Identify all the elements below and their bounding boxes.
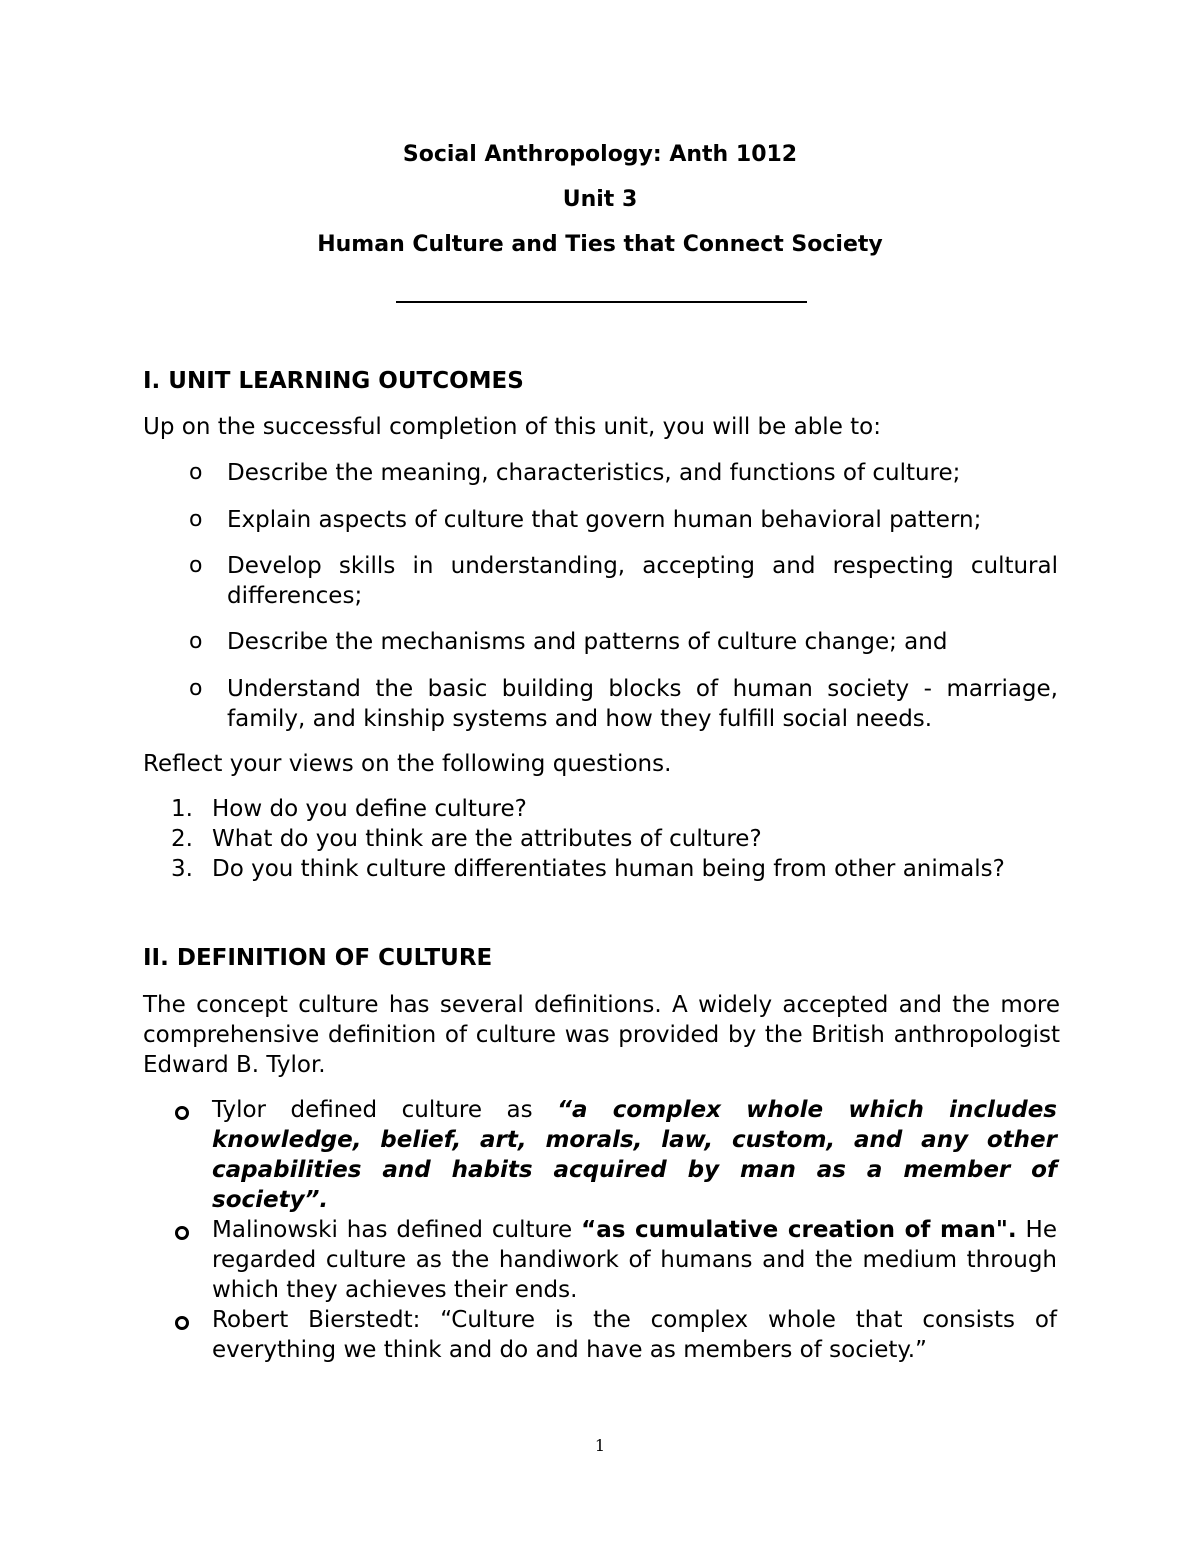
- tylor-definition: [212, 1095, 1057, 1215]
- circle-bullet-icon: [172, 1313, 192, 1333]
- question-number: 2.: [171, 826, 193, 852]
- unit-label: Unit 3: [562, 187, 638, 212]
- question-item: Do you think culture differentiates human being from other animals?: [212, 856, 1005, 882]
- circle-bullet-icon: [172, 1103, 192, 1123]
- outcome-bullet: o: [189, 507, 203, 532]
- outcome-item: Explain aspects of culture that govern human behavioral pattern;: [227, 507, 982, 533]
- outcome-item: Develop skills in understanding, accepting and respecting cultural differences;: [227, 553, 1058, 609]
- malinowski-quote: “as cumulative creation of man".: [581, 1217, 1017, 1243]
- outcome-item: Describe the mechanisms and patterns of culture change; and: [227, 629, 948, 655]
- section2-heading: II. DEFINITION OF CULTURE: [143, 945, 493, 971]
- tylor-prefix: Tylor defined culture as: [212, 1097, 558, 1123]
- tylor-quote: “a complex whole which includes knowledge, belief, art, morals, law, custom, and any other capabilities and habits acquired by man as a member of society”.: [212, 1097, 1057, 1213]
- page-title: Human Culture and Ties that Connect Society: [317, 232, 883, 257]
- malinowski-rest: He regarded culture as the handiwork of humans and the medium through which they achieves their ends.: [212, 1217, 1057, 1303]
- bierstedt-definition: Robert Bierstedt: “Culture is the complex whole that consists of everything we think and do and have as members of society.”: [212, 1307, 1057, 1363]
- question-number: 3.: [171, 856, 193, 882]
- page-number: 1: [594, 1436, 606, 1455]
- malinowski-prefix: Malinowski has defined culture: [212, 1217, 582, 1243]
- outcome-item: Describe the meaning, characteristics, and functions of culture;: [227, 460, 961, 486]
- section2-intro: The concept culture has several definitions. A widely accepted and the more comprehensive definition of culture was provided by the British anthropologist Edward B. Tylor.: [143, 992, 1060, 1078]
- malinowski-definition: [212, 1215, 1057, 1305]
- outcome-bullet: o: [189, 553, 203, 578]
- outcome-item: Understand the basic building blocks of human society - marriage, family, and kinship systems and how they fulfill social needs.: [227, 676, 1058, 732]
- question-item: How do you define culture?: [212, 796, 527, 822]
- outcome-bullet: o: [189, 629, 203, 654]
- question-number: 1.: [171, 796, 193, 822]
- reflect-prompt: Reflect your views on the following questions.: [143, 751, 672, 777]
- question-item: What do you think are the attributes of culture?: [212, 826, 762, 852]
- outcome-bullet: o: [189, 676, 203, 701]
- section1-intro: Up on the successful completion of this unit, you will be able to:: [143, 414, 881, 440]
- title-divider: [396, 301, 807, 303]
- section1-heading: I. UNIT LEARNING OUTCOMES: [143, 368, 524, 394]
- course-title: Social Anthropology: Anth 1012: [402, 142, 798, 167]
- outcome-bullet: o: [189, 460, 203, 485]
- circle-bullet-icon: [172, 1223, 192, 1243]
